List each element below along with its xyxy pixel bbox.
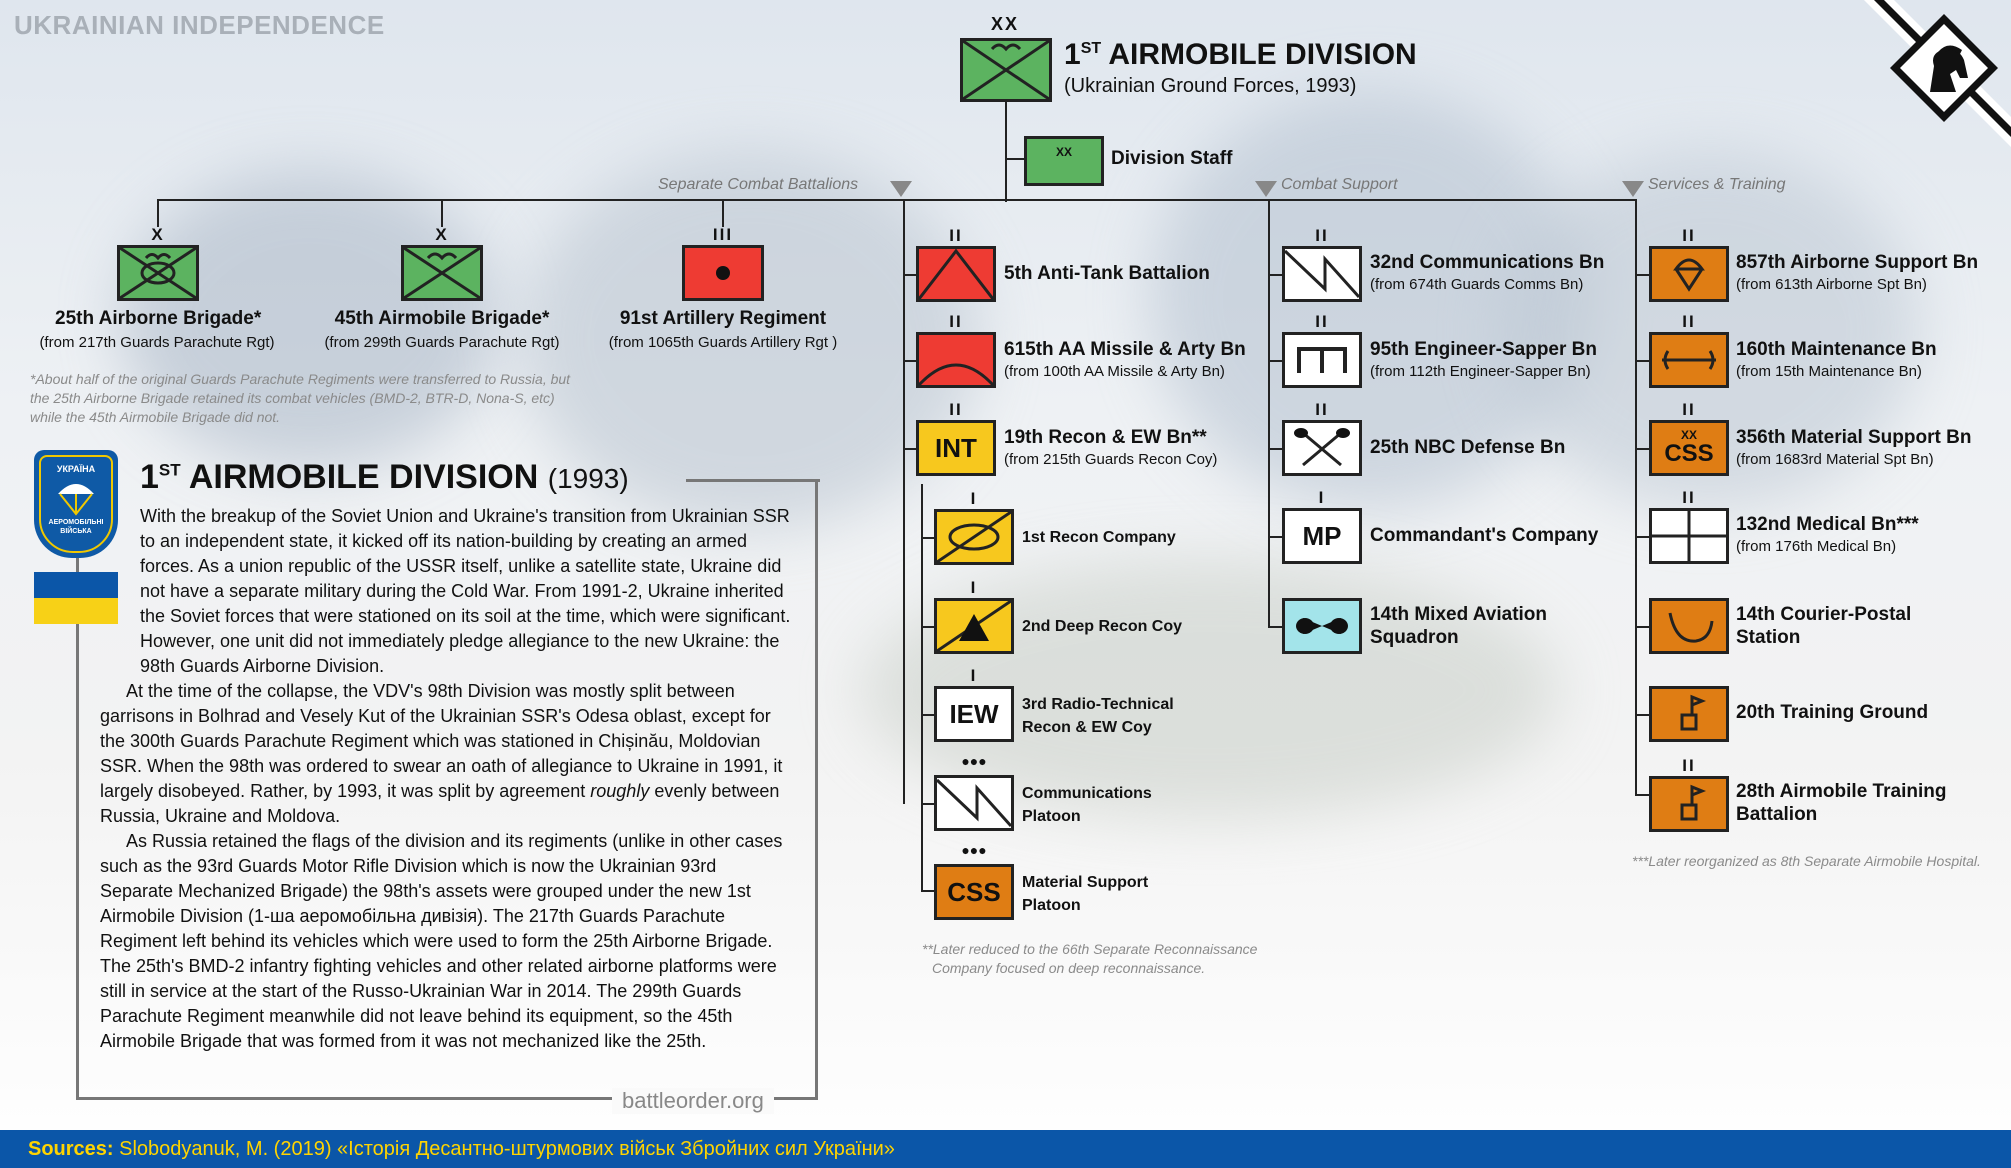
unit-echelon: II [1315,312,1329,331]
communications-platoon-symbol[interactable] [934,775,1014,831]
unit-origin: (from 613th Airborne Spt Bn) [1736,276,1927,293]
unit-echelon: II [1682,226,1696,245]
postal-symbol[interactable] [1649,598,1729,654]
air-defense-symbol[interactable] [916,332,996,388]
material-support-symbol[interactable] [1649,420,1729,476]
unit-echelon: II [1315,400,1329,419]
patch-text-top: УКРАЇНА [56,464,96,474]
subunit-name: Communications Platoon [1022,785,1152,825]
unit-name: 32nd Communications Bn [1370,252,1605,273]
signal-symbol[interactable] [1282,246,1362,302]
unit-name: 356th Material Support Bn [1736,427,1972,448]
division-staff-label: Division Staff [1111,148,1233,169]
radio-recon-symbol[interactable] [934,686,1014,742]
brigade-name: 91st Artillery Regiment [619,308,827,329]
subunit-echelon: I [970,489,978,508]
caption-combat: Separate Combat Battalions [658,176,859,193]
division-staff-symbol[interactable]: XX [1024,136,1104,186]
unit-name: 28th Airmobile Training Battalion [1736,781,1947,825]
unit-name: 615th AA Missile & Arty Bn [1004,339,1246,360]
unit-code: MP [1302,520,1342,551]
unit-origin: (from 100th AA Missile & Arty Bn) [1004,363,1225,380]
brigade-name: 45th Airmobile Brigade* [334,308,550,329]
unit-origin: (from 215th Guards Recon Coy) [1004,451,1218,468]
recon-ew-symbol[interactable] [916,420,996,476]
division-echelon: XX [990,14,1019,34]
story-paragraph: As Russia retained the flags of the division and its regiments (unlike in other cases such as the 93rd Guards Motor Rifle Division which is now the Ukrainian 93rd Separate Mechanized Brigade) the 98th's assets were grouped under the new 1st Airmobile Division (1-ша аеромобільна дивізія). The 217th Guards Parachute Regiment left behind its vehicles which were used to form the 25th Airborne Brigade. The 25th's BMD-2 infantry fighting vehicles and other related airborne platforms were still in service at the start of the Russo-Ukrainian War in 2014. The 299th Guards Parachute Regiment meanwhile did not leave behind its equipment, so the 45th Airmobile Brigade that was formed from it was not mechanized like the 25th. [100,831,783,1051]
unit-code: INT [935,432,977,463]
deep-recon-symbol[interactable] [934,598,1014,654]
page-subtitle: (Ukrainian Ground Forces, 1993) [1064,75,1357,97]
brigade-footnote: *About half of the original Guards Parachute Regiments were transferred to Russia, but the 25th Airborne Brigade retained its combat vehicles (BMD-2, BTR-D, Nona-S, etc) while the 45th Airmobile Brigade did not. [30,371,571,425]
sources-bar [0,1130,2011,1168]
subunit-echelon: ●●● [961,842,987,858]
unit-origin: (from 674th Guards Comms Bn) [1370,276,1584,293]
connector-line [157,199,1637,201]
subunit-echelon: I [970,666,978,685]
connector-line [722,199,724,227]
material-support-platoon-symbol[interactable] [934,864,1014,920]
connector-line [1005,102,1007,202]
recon-company-symbol[interactable] [934,509,1014,565]
unit-name: 5th Anti-Tank Battalion [1004,263,1210,284]
unit-echelon: II [1682,488,1696,507]
unit-origin: (from 112th Engineer-Sapper Bn) [1370,363,1591,380]
caption-marker [890,181,912,197]
caption-marker [1255,181,1277,197]
brigade-origin: (from 1065th Guards Artillery Rgt ) [608,334,838,351]
unit-name: 160th Maintenance Bn [1736,339,1937,360]
patch-text-bottom: АЕРОМОБІЛЬНІ ВІЙСЬКА [48,519,104,535]
military-police-symbol[interactable] [1282,508,1362,564]
story-paragraph: At the time of the collapse, the VDV's 98th Division was mostly split between garrisons in Bolhrad and Vesely Kut of the Ukrainian SSR's Odesa oblast, except for the 300th Guards Parachute Regiment which was stationed in Chișinău, Moldovian SSR. When the 98th was ordered to swear an oath of allegiance to Ukraine in 1991, it largely disobeyed. Rather, by 1993, it was split by agreement roughly evenly between Russia, Ukraine and Moldova. [100,681,783,826]
story-frame-top [686,479,820,482]
brigade-origin: (from 299th Guards Parachute Rgt) [324,334,560,351]
unit-code: CSS [1664,440,1714,467]
unit-echelon: II [1682,312,1696,331]
subunit-name: 1st Recon Company [1022,529,1176,546]
unit-echelon: II [949,312,963,331]
caption-services: Services & Training [1648,176,1786,193]
airmobile-brigade-symbol[interactable] [401,245,483,301]
unit-name: 857th Airborne Support Bn [1736,252,1979,273]
sources-text: Sources: Slobodyanuk, M. (2019) «Історія Десантно-штурмових військ Збройних сил України» [28,1138,895,1160]
engineer-symbol[interactable] [1282,332,1362,388]
training-battalion-symbol[interactable] [1649,776,1729,832]
connector-line [157,199,159,227]
unit-name: 14th Mixed Aviation Squadron [1370,604,1548,648]
unit-name: 20th Training Ground [1736,702,1929,723]
brigade-echelon: X [435,225,449,244]
parachute-icon [56,480,96,516]
unit-echelon: II [1682,400,1696,419]
subunit-name: 3rd Radio-Technical Recon & EW Coy [1022,696,1174,736]
story-paragraph: With the breakup of the Soviet Union and Ukraine's transition from Ukrainian SSR to an independent state, it kicked off its nation-building by creating an armed forces. As a union republic of the USSR itself, unlike a satellite state, Ukraine did not have a separate military during the Cold War. From 1991-2, Ukraine inherited the Soviet forces that were stationed on its soil at the time, which were significant. However, one unit did not immediately pledge allegiance to the new Ukraine: the 98th Guards Airborne Division. [140,506,791,676]
artillery-regiment-symbol[interactable] [682,245,764,301]
unit-echelon: II [949,226,963,245]
subunit-name: 2nd Deep Recon Coy [1022,618,1183,635]
unit-origin: (from 176th Medical Bn) [1736,538,1897,555]
brigade-echelon: X [151,225,165,244]
unit-echelon: II [1682,756,1696,775]
story-title: 1ST AIRMOBILE DIVISION (1993) [140,458,629,496]
medical-symbol[interactable] [1649,508,1729,564]
recon-footnote: **Later reduced to the 66th Separate Reconnaissance Company focused on deep reconnaissance. [922,941,1258,976]
airborne-support-symbol[interactable] [1649,246,1729,302]
brigade-origin: (from 217th Guards Parachute Rgt) [39,334,275,351]
page-title: 1ST AIRMOBILE DIVISION [1064,38,1417,71]
brigade-echelon: III [712,225,734,244]
maintenance-symbol[interactable] [1649,332,1729,388]
caption-support: Combat Support [1281,176,1398,193]
training-ground-symbol[interactable] [1649,686,1729,742]
aviation-symbol[interactable] [1282,598,1362,654]
nbc-defense-symbol[interactable] [1282,420,1362,476]
website-link[interactable]: battleorder.org [612,1088,774,1114]
unit-name: 132nd Medical Bn*** [1736,514,1919,535]
subunit-echelon: I [970,578,978,597]
unit-code: CSS [947,876,1001,907]
connector-line [1268,199,1270,627]
unit-echelon: II [949,400,963,419]
unit-code-echelon: XX [1680,428,1697,442]
subunit-echelon: ●●● [961,753,987,769]
unit-name: 14th Courier-Postal Station [1736,604,1912,648]
connector-line [1005,158,1025,160]
unit-code: IEW [949,698,999,729]
unit-origin: (from 15th Maintenance Bn) [1736,363,1922,380]
story-text [100,504,792,1054]
connector-line [441,199,443,227]
caption-marker [1622,181,1644,197]
unit-name: Commandant's Company [1370,525,1599,546]
unit-name: 95th Engineer-Sapper Bn [1370,339,1597,360]
connector-line [1635,199,1637,795]
division-symbol[interactable] [960,38,1052,102]
connector-line [903,199,905,804]
site-logo[interactable] [1864,0,2011,147]
unit-name: 19th Recon & EW Bn** [1004,427,1207,448]
brand-title: UKRAINIAN INDEPENDENCE [14,10,385,40]
unit-echelon: I [1318,488,1326,507]
brigade-name: 25th Airborne Brigade* [55,308,262,329]
connector-line [921,484,923,890]
unit-name: 25th NBC Defense Bn [1370,437,1566,458]
subunit-name: Material Support Platoon [1022,874,1149,914]
unit-echelon: II [1315,226,1329,245]
services-footnote: ***Later reorganized as 8th Separate Airmobile Hospital. [1632,853,1981,869]
unit-origin: (from 1683rd Material Spt Bn) [1736,451,1934,468]
airborne-brigade-symbol[interactable] [117,245,199,301]
anti-tank-symbol[interactable] [916,246,996,302]
